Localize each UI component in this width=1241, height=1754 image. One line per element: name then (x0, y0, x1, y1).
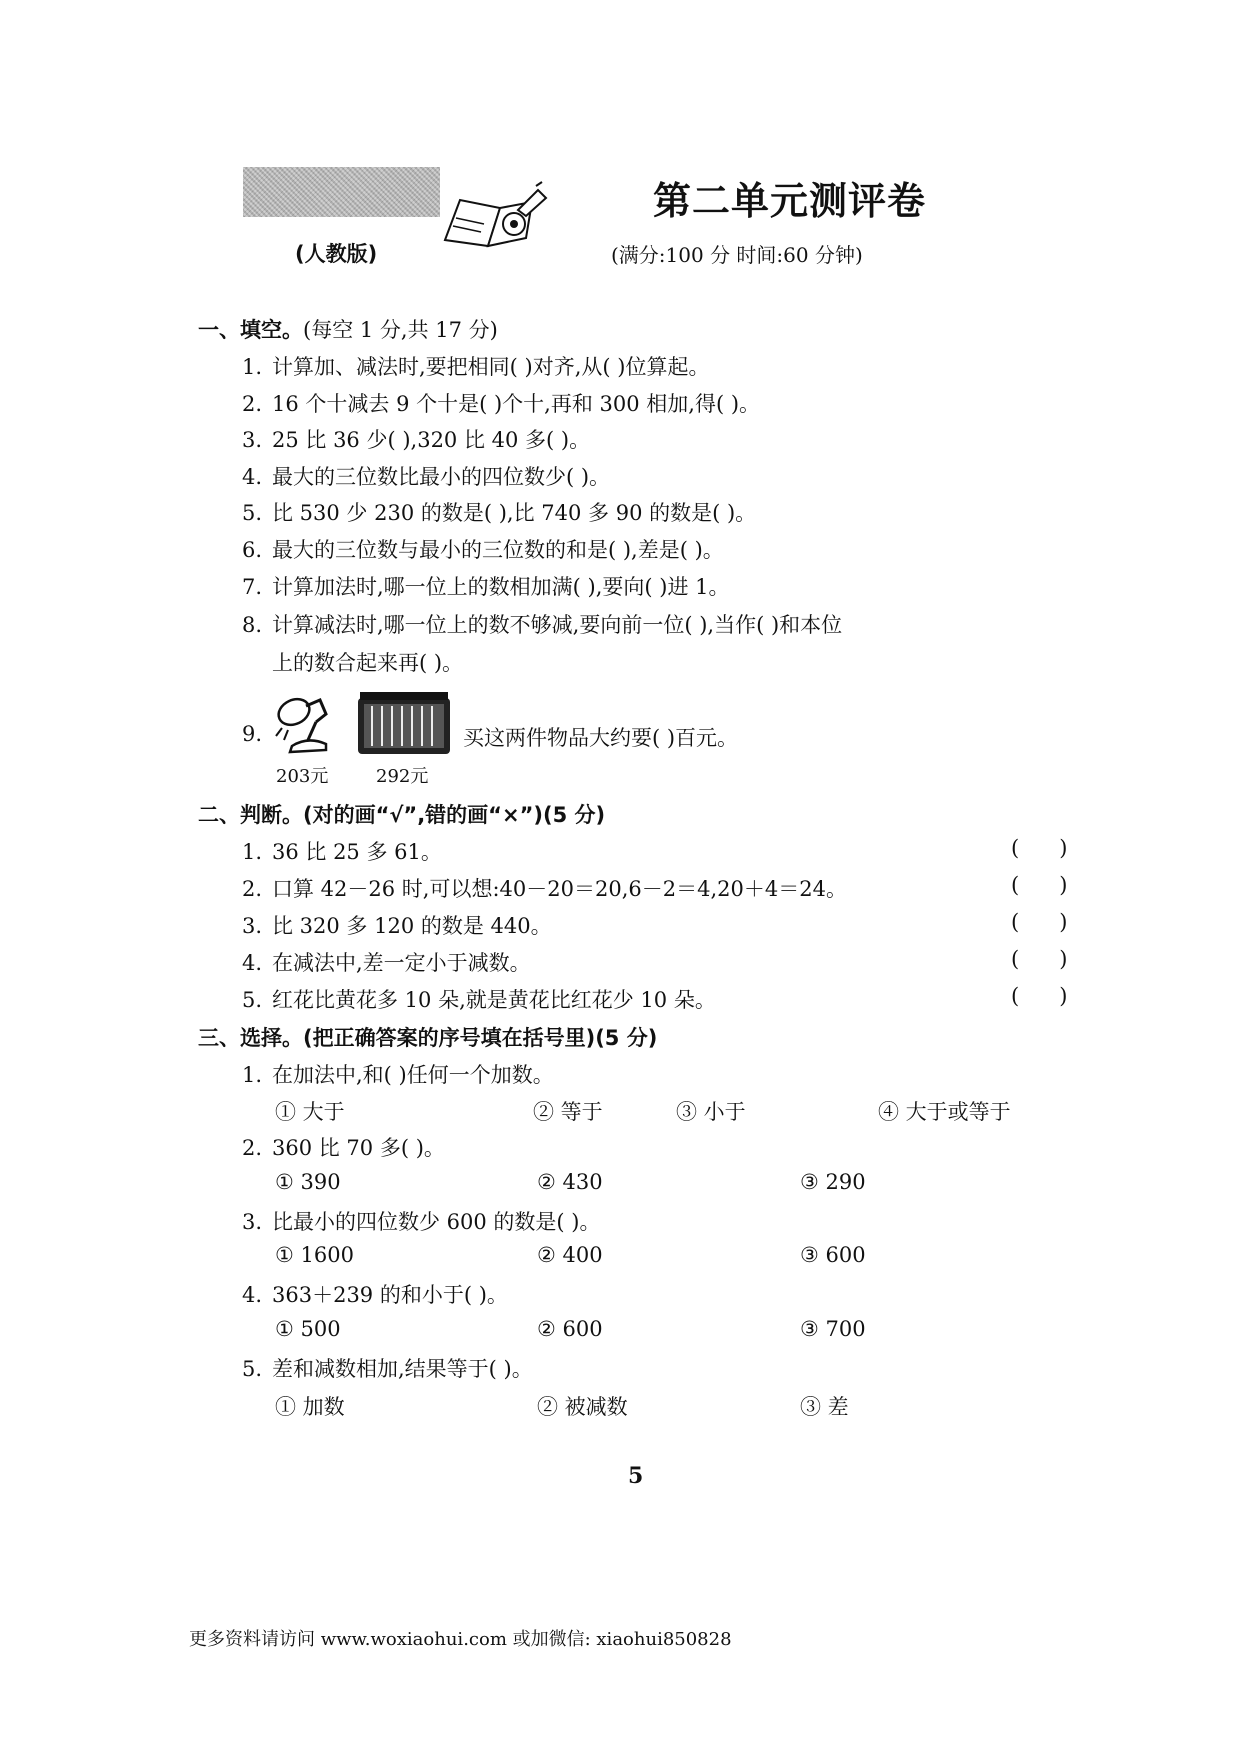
choice-option: ① 500 (275, 1317, 341, 1341)
question-item: 4. 最大的三位数比最小的四位数少( )。 (242, 465, 611, 489)
choice-option: ① 1600 (275, 1243, 354, 1267)
lamp-price: 203元 (276, 766, 329, 787)
choice-option: ② 被减数 (537, 1395, 628, 1419)
choice-question: 4. 363＋239 的和小于( )。 (242, 1283, 508, 1307)
publisher-stamp (243, 167, 440, 217)
judge-item: 4. 在减法中,差一定小于减数。 (242, 951, 531, 975)
choice-option: ② 400 (537, 1243, 603, 1267)
edition-label: (人教版) (295, 242, 378, 266)
section-heading-fill (198, 314, 498, 344)
question-item: 2. 16 个十减去 9 个十是( )个十,再和 300 相加,得( )。 (242, 392, 761, 416)
answer-bracket: ( ) (1011, 984, 1068, 1008)
choice-question: 2. 360 比 70 多( )。 (242, 1136, 445, 1160)
judge-item: 3. 比 320 多 120 的数是 440。 (242, 914, 552, 938)
footer-text: 更多资料请访问 www.woxiaohui.com 或加微信: xiaohui850828 (189, 1629, 732, 1650)
choice-option: ① 390 (275, 1170, 341, 1194)
question-item: 6. 最大的三位数与最小的三位数的和是( ),差是( )。 (242, 538, 724, 562)
section-note: (对的画“√”,错的画“×”)(5 分) (303, 803, 606, 827)
accordion-price: 292元 (376, 766, 429, 787)
choice-option: ③ 700 (800, 1317, 866, 1341)
choice-option: ③ 小于 (676, 1100, 746, 1124)
question-9-text: 买这两件物品大约要( )百元。 (463, 726, 739, 750)
question-item: 5. 比 530 少 230 的数是( ),比 740 多 90 的数是( )。 (242, 501, 757, 525)
section-title: 三、选择。 (198, 1026, 303, 1050)
choice-question: 1. 在加法中,和( )任何一个加数。 (242, 1063, 554, 1087)
section-title: 二、判断。 (198, 803, 303, 827)
section-note: (每空 1 分,共 17 分) (303, 318, 498, 342)
question-item: 3. 25 比 36 少( ),320 比 40 多( )。 (242, 428, 591, 452)
answer-bracket: ( ) (1011, 910, 1068, 934)
answer-bracket: ( ) (1011, 836, 1068, 860)
judge-item: 5. 红花比黄花多 10 朵,就是黄花比红花少 10 朵。 (242, 988, 716, 1012)
choice-option: ② 600 (537, 1317, 603, 1341)
choice-option: ③ 290 (800, 1170, 866, 1194)
choice-option: ③ 差 (800, 1395, 849, 1419)
section-title: 一、填空。 (198, 318, 303, 342)
answer-bracket: ( ) (1011, 873, 1068, 897)
question-item: 8. 计算减法时,哪一位上的数不够减,要向前一位( ),当作( )和本位 (242, 613, 843, 637)
book-reader-illustration (440, 180, 550, 254)
question-9-number: 9. (242, 722, 263, 746)
question-item: 7. 计算加法时,哪一位上的数相加满( ),要向( )进 1。 (242, 575, 730, 599)
score-time-info: (满分:100 分 时间:60 分钟) (611, 243, 863, 267)
answer-bracket: ( ) (1011, 947, 1068, 971)
judge-item: 1. 36 比 25 多 61。 (242, 840, 442, 864)
choice-option: ④ 大于或等于 (878, 1100, 1011, 1124)
choice-question: 5. 差和减数相加,结果等于( )。 (242, 1357, 533, 1381)
choice-question: 3. 比最小的四位数少 600 的数是( )。 (242, 1210, 601, 1234)
choice-option: ② 等于 (533, 1100, 603, 1124)
accordion-illustration (354, 690, 454, 764)
question-item: 1. 计算加、减法时,要把相同( )对齐,从( )位算起。 (242, 355, 710, 379)
section-heading-choice (198, 1022, 657, 1052)
question-item-continued: 上的数合起来再( )。 (272, 651, 464, 675)
section-heading-judge (198, 799, 605, 829)
choice-option: ① 加数 (275, 1395, 345, 1419)
judge-item: 2. 口算 42－26 时,可以想:40－20＝20,6－2＝4,20＋4＝24。 (242, 877, 847, 901)
choice-option: ③ 600 (800, 1243, 866, 1267)
choice-option: ② 430 (537, 1170, 603, 1194)
desk-lamp-illustration (272, 690, 336, 760)
section-note: (把正确答案的序号填在括号里)(5 分) (303, 1026, 658, 1050)
choice-option: ① 大于 (275, 1100, 345, 1124)
page-title: 第二单元测评卷 (653, 178, 927, 223)
page-number: 5 (628, 1463, 644, 1489)
